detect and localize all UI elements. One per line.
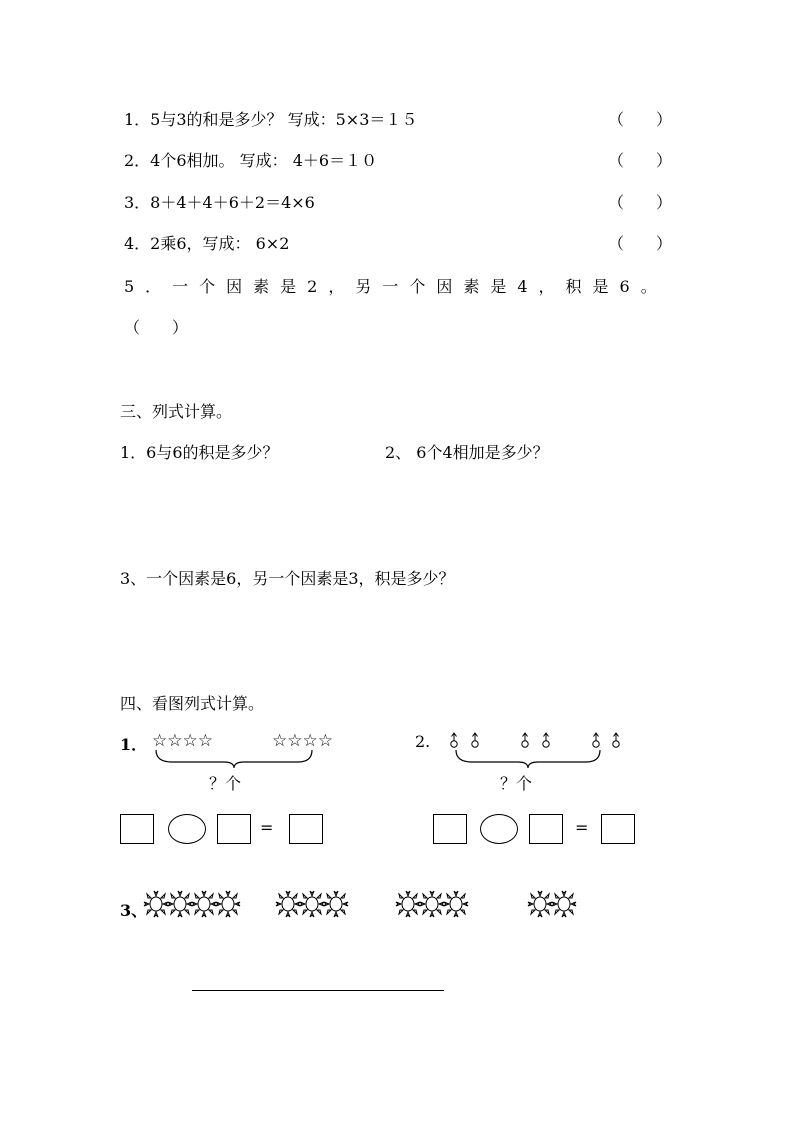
section4-heading: 四、看图列式计算。 xyxy=(120,694,265,713)
p3-answer-line[interactable] xyxy=(192,990,444,991)
judge-item-4: 4．2乘6，写成： 6×2 xyxy=(124,234,290,253)
p2-answer-box-2[interactable] xyxy=(529,814,563,844)
judge-paren-4[interactable]: （ ） xyxy=(608,234,673,253)
judge-paren-2[interactable]: （ ） xyxy=(608,151,673,170)
sun-icon xyxy=(168,891,192,917)
p2-question: ？个 xyxy=(500,774,533,793)
p3-suns xyxy=(140,884,590,924)
p1-answer-box-2[interactable] xyxy=(217,814,251,844)
sun-icon xyxy=(144,891,168,917)
p2-answer-box-3[interactable] xyxy=(601,814,635,844)
p2-operator-oval[interactable] xyxy=(480,814,518,844)
p1-question: ？个 xyxy=(209,774,242,793)
sun-icon xyxy=(444,891,468,917)
p1-equals: = xyxy=(260,818,274,837)
p1-answer-box-3[interactable] xyxy=(289,814,323,844)
judge-paren-5[interactable]: （ ） xyxy=(124,318,189,337)
p1-operator-oval[interactable] xyxy=(168,814,206,844)
judge-item-2: 2．4个6相加。 写成： 4＋6＝１０ xyxy=(124,151,378,170)
p2-equals: = xyxy=(575,818,589,837)
p1-stars-group-a: ☆☆☆☆ xyxy=(152,731,213,751)
sun-icon xyxy=(552,891,576,917)
sun-icon xyxy=(192,891,216,917)
sun-icon xyxy=(528,891,552,917)
sun-icon xyxy=(300,891,324,917)
p2-answer-box-1[interactable] xyxy=(433,814,467,844)
p2-brace xyxy=(452,748,607,770)
section3-q3: 3、一个因素是6，另一个因素是3，积是多少？ xyxy=(120,569,455,588)
sun-icon xyxy=(396,891,420,917)
judge-paren-1[interactable]: （ ） xyxy=(608,110,673,129)
p3-label: 3、 xyxy=(120,901,148,920)
sun-icon xyxy=(324,891,348,917)
p1-label: 1． xyxy=(120,735,148,754)
sun-icon xyxy=(216,891,240,917)
p1-answer-box-1[interactable] xyxy=(120,814,154,844)
section3-q2: 2、 6个4相加是多少？ xyxy=(385,443,549,462)
p2-label: 2. xyxy=(415,732,431,751)
judge-item-1: 1．5与3的和是多少？ 写成：5×3＝１５ xyxy=(124,110,418,129)
judge-paren-3[interactable]: （ ） xyxy=(608,193,673,212)
judge-item-5: 5．一个因素是2，另一个因素是4，积是6。 xyxy=(124,277,668,296)
judge-item-3: 3．8＋4＋4＋6＋2＝4×6 xyxy=(124,193,315,212)
section3-q1: 1．6与6的积是多少？ xyxy=(120,443,279,462)
sun-icon xyxy=(420,891,444,917)
p1-brace xyxy=(152,748,317,770)
section3-heading: 三、列式计算。 xyxy=(120,402,233,421)
p1-stars-group-b: ☆☆☆☆ xyxy=(272,731,333,751)
sun-icon xyxy=(276,891,300,917)
